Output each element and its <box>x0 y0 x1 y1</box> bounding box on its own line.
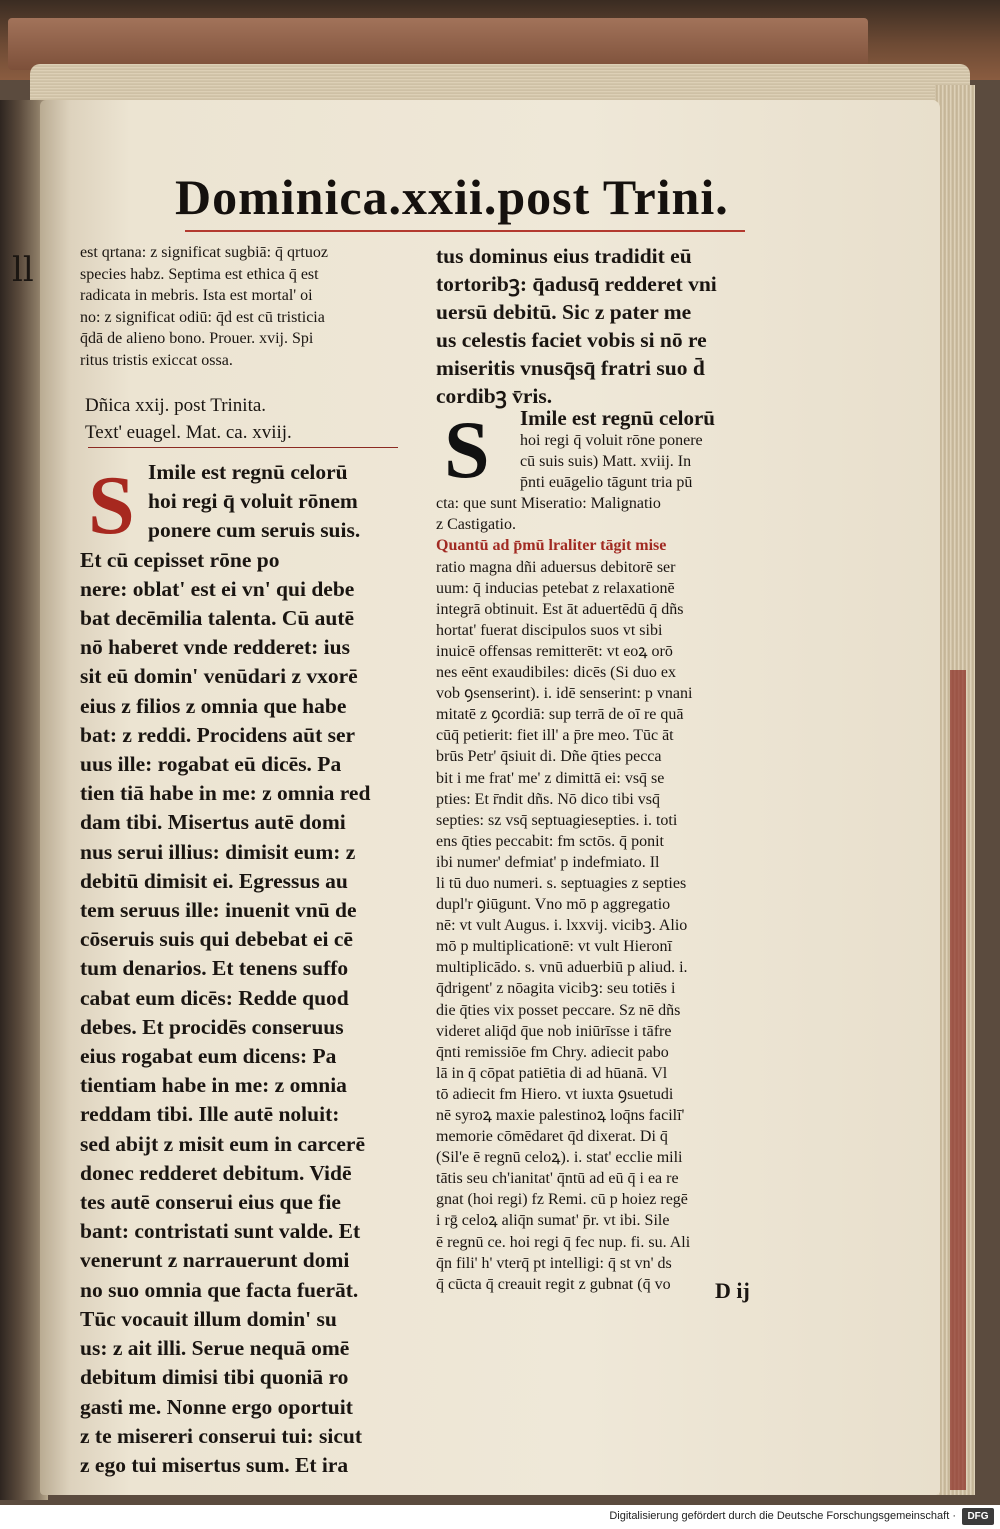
text-line: radicata in mebris. Ista est mortal' oi <box>80 287 313 304</box>
text-line: bit i me frat' me' z dimittā ei: vsq̄ se <box>436 769 665 787</box>
text-line: Quantū ad p̄mū lraliter tāgit mise <box>436 537 667 555</box>
text-line: li tū duo numeri. s. septuagies z septies <box>436 874 687 892</box>
text-line: cordibꝫ v̄ris. <box>436 384 553 408</box>
text-line: uus ille: rogabat eū dicēs. Pa <box>80 752 342 777</box>
text-line: i rḡ celoꝝ aliq̄n sumat' p̄r. vt ibi. Sile <box>436 1212 670 1230</box>
text-line: memorie cōmēdaret q̄d dixerat. Di q̄ <box>436 1128 668 1146</box>
text-line: sed abijt z misit eum in carcerē <box>80 1131 366 1156</box>
text-line: cōseruis suis qui debebat ei cē <box>80 927 353 952</box>
text-line: tātis seu ch'ianitat' q̄ntū ad eū q̄ i ea re <box>436 1170 679 1188</box>
text-line: ibi numer' defmiat' p indefmiato. Il <box>436 853 660 871</box>
text-line: q̄drigent' z nōagita vicibꝫ: seu totiēs i <box>436 980 676 998</box>
text-line: z Castigatio. <box>436 516 516 534</box>
heading-line-2: Text' euagel. Mat. ca. xviij. <box>85 422 292 443</box>
text-line: septies: sz vsq̄ septuagiesepties. i. toti <box>436 811 678 829</box>
text-line: q̄ cūcta q̄ creauit regit z gubnat (q̄ vo <box>436 1275 671 1293</box>
text-line: ponere cum seruis suis. <box>148 518 361 543</box>
text-line: tus dominus eius tradidit eū <box>436 244 692 268</box>
text-line: miseritis vnusq̄sq̄ fratri suo d̄ <box>436 356 705 380</box>
text-line: ritus tristis exiccat ossa. <box>80 351 233 369</box>
text-line: Imile est regnū celorū <box>520 406 715 430</box>
text-line: sit eū domin' venūdari z vxorē <box>80 664 358 689</box>
text-line: uum: q̄ inducias petebat z relaxationē <box>436 579 675 597</box>
signature-mark: D ij <box>715 1278 750 1303</box>
text-line: z te misereri conserui tui: sicut <box>80 1423 363 1448</box>
cover-leather-band <box>8 18 868 70</box>
text-line: nō haberet vnde redderet: ius <box>80 635 350 660</box>
running-head <box>175 168 735 238</box>
text-line: no suo omnia que facta fuerāt. <box>80 1277 359 1302</box>
text-line: no: z significat odiū: q̄d est cū tristicia <box>80 308 325 326</box>
text-line: z ego tui misertus sum. Et ira <box>80 1452 349 1477</box>
text-line: bant: contristati sunt valde. Et <box>80 1219 361 1244</box>
text-line: donec redderet debitum. Vidē <box>80 1160 352 1185</box>
text-line: Imile est regnū celorū <box>148 460 348 484</box>
footer-credit: Digitalisierung gefördert durch die Deutsche Forschungsgemeinschaft · <box>609 1510 956 1522</box>
text-line: q̄n fili' h' vterq̄ pt intelligi: q̄ st vn' ds <box>436 1254 672 1272</box>
running-head-rule <box>185 230 745 232</box>
text-line: debitum dimisi tibi quoniā ro <box>80 1365 349 1390</box>
text-line: (Sil'e ē regnū celoꝝ). i. stat' ecclie mili <box>436 1149 683 1167</box>
text-line: nes eēnt exaudibiles: dicēs (Si duo ex <box>436 664 676 682</box>
text-line: bat: z reddi. Procidens aūt ser <box>80 722 356 747</box>
right-column-top <box>436 242 766 410</box>
left-column-main <box>80 458 425 1480</box>
text-line: tortoribꝫ: q̄adusq̄ redderet vni <box>436 272 717 296</box>
red-ribbon <box>950 670 966 1490</box>
text-line: ratio magna dñi aduersus debitorē ser <box>436 558 676 576</box>
text-line: cta: que sunt Miseratio: Malignatio <box>436 495 661 513</box>
text-line: tientiam habe in me: z omnia <box>80 1073 347 1098</box>
text-line: pties: Et r̄ndit dñs. Nō dico tibi vsq̄ <box>436 790 660 808</box>
text-line: brūs Petr' q̄siuit di. Dñe q̄ties pecca <box>436 748 662 766</box>
text-line: lā in q̄ cōpat patiētia di ad hūanā. Vl <box>436 1064 668 1082</box>
text-line: cū suis suis) Matt. xviij. In <box>520 453 692 471</box>
text-line: die q̄ties vix posset peccare. Sz nē dñs <box>436 1001 681 1019</box>
text-line: integrā obtinuit. Est āt aduertēdū q̄ dñs <box>436 600 684 618</box>
text-line: tō adiecit fm Hiero. vt iuxta ꝯsuetudi <box>436 1085 674 1103</box>
text-line: Tūc vocauit illum domin' su <box>80 1306 337 1331</box>
margin-fragment: ll <box>12 250 34 290</box>
text-line: reddam tibi. Ille autē noluit: <box>80 1102 340 1127</box>
left-column-top <box>80 242 425 371</box>
text-line: cūq̄ petierit: fiet ill' a p̄re meo. Tūc āt <box>436 727 674 745</box>
text-line: nere: oblat' est ei vn' qui debe <box>80 576 355 601</box>
text-line: p̄nti euāgelio tāgunt tria pū <box>520 474 693 492</box>
text-line: eius z filios z omnia que habe <box>80 693 347 718</box>
right-column-main <box>436 406 766 1295</box>
left-heading <box>85 392 405 446</box>
text-line: nē syroꝝ maxie palestinoꝝ loq̄ns facilī' <box>436 1107 685 1124</box>
text-line: species habz. Septima est ethica q̄ est <box>80 265 319 283</box>
left-drop-cap-letter: S <box>88 459 135 552</box>
text-line: q̄dā de alieno bono. Prouer. xvij. Spi <box>80 330 314 347</box>
text-line: hoi regi q̄ voluit rōne ponere <box>520 432 703 449</box>
text-line: gasti me. Nonne ergo oportuit <box>80 1394 353 1419</box>
footer-bar <box>0 1505 1000 1529</box>
text-line: tes autē conserui eius que fie <box>80 1190 341 1215</box>
text-line: cabat eum dicēs: Redde quod <box>80 985 349 1010</box>
text-line: ē regnū ce. hoi regi q̄ fec nup. fi. su. Ali <box>436 1233 691 1251</box>
running-head-text: Dominica.xxii.post Trini. <box>175 169 729 225</box>
text-line: inuicē offensas remitterēt: vt eoꝝ orō <box>436 642 673 660</box>
text-line: debitū dimisit ei. Egressus au <box>80 868 348 893</box>
text-line: est qrtana: z significat sugbiā: q̄ qrtuoz <box>80 244 328 261</box>
text-line: videret aliq̄d q̄ue nob iniūrīsse i tāfre <box>436 1022 672 1040</box>
text-line: tien tiā habe in me: z omnia red <box>80 781 371 806</box>
heading-rule <box>88 447 398 448</box>
text-line: nus serui illius: dimisit eum: z <box>80 839 356 864</box>
text-line: hortat' fuerat discipulos suos vt sibi <box>436 621 663 639</box>
text-line: Et cū cepisset rōne po <box>80 547 280 572</box>
text-line: hoi regi q̄ voluit rōnem <box>148 489 358 514</box>
text-line: tum denarios. Et tenens suffo <box>80 956 349 981</box>
text-line: bat decēmilia talenta. Cū autē <box>80 606 355 631</box>
text-line: dupl'r ꝯiūgunt. Vno mō p aggregatio <box>436 896 671 914</box>
dfg-logo-badge: DFG <box>962 1508 994 1525</box>
text-line: nē: vt vult Augus. i. lxxvij. vicibꝫ. Alio <box>436 917 688 935</box>
text-line: mō p multiplicationē: vt vult Hieronī <box>436 938 672 956</box>
text-line: venerunt z narrauerunt domi <box>80 1248 350 1273</box>
text-line: eius rogabat eum dicens: Pa <box>80 1044 337 1069</box>
text-line: q̄nti remissiōe fm Chry. adiecit pabo <box>436 1043 669 1061</box>
text-line: uersū debitū. Sic z pater me <box>436 300 692 324</box>
text-line: gnat (hoi regi) fz Remi. cū p hoiez regē <box>436 1191 688 1209</box>
heading-line-1: Dñica xxij. post Trinita. <box>85 395 267 416</box>
text-line: vob ꝯsenserint). i. idē senserint: p vnani <box>436 685 693 703</box>
text-line: ens q̄ties peccabit: fm sctōs. q̄ ponit <box>436 832 664 850</box>
text-line: us celestis faciet vobis si nō re <box>436 328 707 352</box>
text-line: tem seruus ille: inuenit vnū de <box>80 898 357 923</box>
text-line: mitatē z ꝯcordiā: sup terrā de oī re quā <box>436 706 684 724</box>
text-line: debes. Et procidēs conseruus <box>80 1014 344 1039</box>
right-drop-cap-letter: S <box>444 404 490 495</box>
text-line: us: z ait illi. Serue nequā omē <box>80 1336 350 1361</box>
text-line: dam tibi. Misertus autē domi <box>80 810 346 835</box>
text-line: multiplicādo. s. vnū aduerbiū p aliud. i. <box>436 959 688 977</box>
